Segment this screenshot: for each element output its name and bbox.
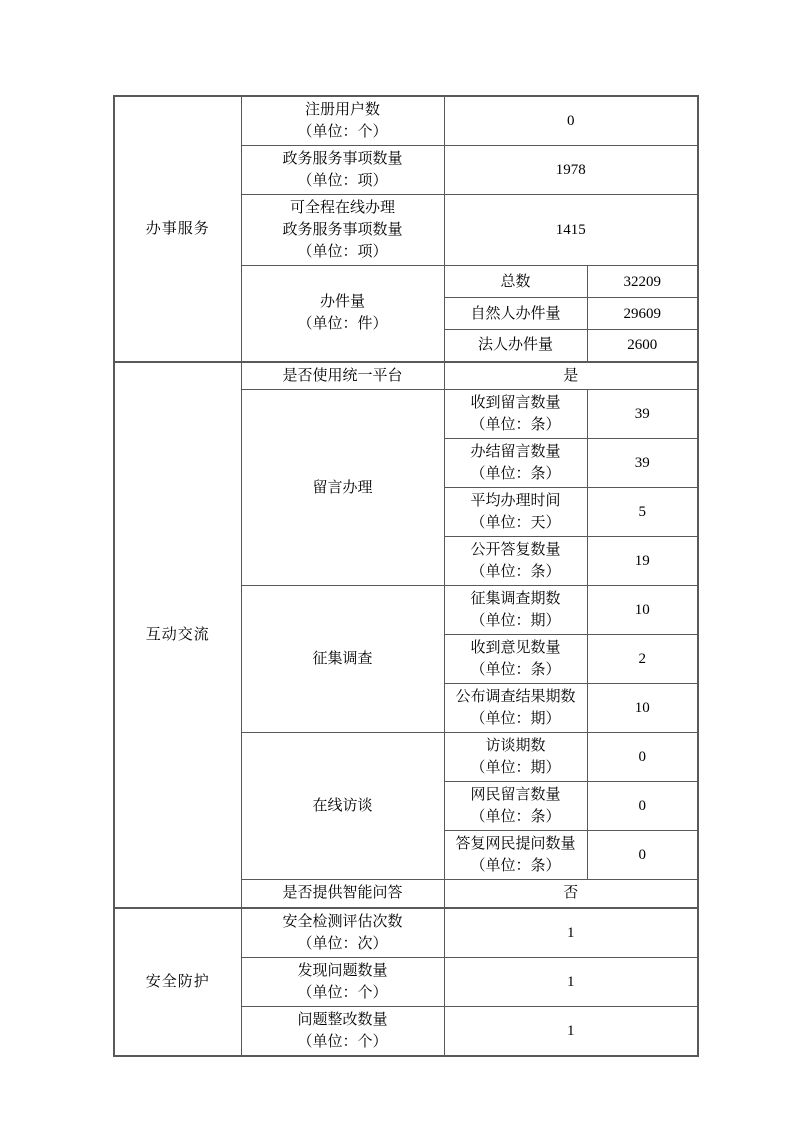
sub-indicator-value-cell [587, 733, 698, 782]
text-line: 自然人办件量 [470, 305, 561, 322]
cell-value: 10 [634, 700, 650, 716]
sub-indicator-value-cell [587, 635, 698, 684]
cell-value: 1 [567, 973, 575, 990]
sub-indicator-value-cell [587, 439, 698, 488]
text-line: 安全检测评估次数 [282, 913, 403, 930]
text-line: 问题整改数量 [297, 1011, 388, 1028]
text-line: （单位：条） [470, 417, 561, 433]
text-line: 在线访谈 [312, 798, 373, 814]
sub-indicator-label-cell [444, 537, 587, 586]
cell-value: 1 [567, 1022, 575, 1039]
cell-value: 10 [634, 602, 650, 618]
sub-indicator-value-cell [587, 586, 698, 635]
cell-value: 19 [634, 553, 650, 569]
sub-indicator-label-cell [444, 488, 587, 537]
table-row [114, 96, 698, 146]
sub-indicator-label-cell [444, 782, 587, 831]
cell-value: 2 [638, 651, 646, 667]
indicator-label-cell [241, 362, 444, 390]
text-line: 留言办理 [312, 479, 373, 496]
text-line: （单位：个） [297, 1033, 388, 1050]
group-cell [114, 96, 241, 362]
text-line: 发现问题数量 [297, 962, 388, 979]
text-line: （单位：期） [470, 613, 561, 629]
text-line: （单位：项） [297, 173, 388, 189]
text-line: （单位：条） [470, 662, 561, 678]
text-line: （单位：天） [470, 515, 561, 531]
cell-value: 1 [567, 924, 575, 941]
text-line: 收到留言数量 [470, 395, 561, 411]
cell-value: 0 [638, 749, 646, 765]
text-line: （单位：个） [297, 984, 388, 1001]
cell-value: 0 [638, 798, 646, 814]
sub-indicator-value-cell [587, 782, 698, 831]
text-line: （单位：期） [470, 760, 561, 776]
indicator-value-cell [444, 96, 698, 146]
cell-value: 0 [567, 113, 575, 129]
group-cell [114, 362, 241, 908]
cell-value: 5 [638, 504, 646, 520]
table-row [114, 362, 698, 390]
report-table [113, 95, 699, 1057]
table-row [114, 908, 698, 958]
indicator-label-cell [241, 96, 444, 146]
sub-indicator-label-cell [444, 733, 587, 782]
text-line: 网民留言数量 [470, 787, 561, 803]
text-line: 办件量 [319, 294, 365, 311]
cell-value: 0 [638, 847, 646, 863]
indicator-value-cell [444, 957, 698, 1006]
cell-value: 安全防护 [145, 973, 210, 990]
text-line: （单位：条） [470, 809, 561, 825]
indicator-label-cell [241, 733, 444, 880]
text-line: 公开答复数量 [470, 542, 561, 558]
group-cell [114, 908, 241, 1056]
sub-indicator-value-cell [587, 488, 698, 537]
indicator-value-cell [444, 362, 698, 390]
cell-value: 29609 [623, 305, 661, 322]
indicator-label-cell [241, 908, 444, 958]
text-line: 政务服务事项数量 [282, 151, 403, 167]
indicator-value-cell [444, 195, 698, 266]
text-line: （单位：件） [297, 316, 388, 333]
text-line: 总数 [500, 273, 531, 290]
indicator-label-cell [241, 390, 444, 586]
cell-value: 是 [563, 367, 579, 384]
indicator-label-cell [241, 586, 444, 733]
text-line: 可全程在线办理 [289, 200, 395, 216]
text-line: （单位：条） [470, 858, 561, 874]
text-line: 收到意见数量 [470, 640, 561, 656]
text-line: （单位：条） [470, 564, 561, 580]
indicator-value-cell [444, 146, 698, 195]
text-line: 注册用户数 [304, 102, 380, 118]
indicator-label-cell [241, 1006, 444, 1056]
cell-value: 2600 [627, 337, 658, 354]
sub-indicator-label-cell [444, 684, 587, 733]
indicator-value-cell [444, 880, 698, 908]
indicator-label-cell [241, 880, 444, 908]
sub-indicator-label-cell [444, 266, 587, 298]
indicator-label-cell [241, 195, 444, 266]
text-line: （单位：次） [297, 935, 388, 952]
report-table-body [114, 96, 698, 1056]
indicator-label-cell [241, 957, 444, 1006]
sub-indicator-label-cell [444, 330, 587, 362]
cell-value: 1415 [555, 222, 586, 238]
text-line: 公布调查结果期数 [455, 689, 576, 705]
indicator-value-cell [444, 908, 698, 958]
cell-value: 否 [563, 885, 579, 902]
cell-value: 办事服务 [145, 220, 210, 237]
sub-indicator-label-cell [444, 831, 587, 880]
sub-indicator-label-cell [444, 298, 587, 330]
text-line: 访谈期数 [485, 738, 546, 754]
cell-value: 互动交流 [145, 626, 210, 643]
sub-indicator-value-cell [587, 298, 698, 330]
indicator-label-cell [241, 266, 444, 362]
sub-indicator-label-cell [444, 439, 587, 488]
text-line: 是否提供智能问答 [282, 885, 403, 902]
sub-indicator-label-cell [444, 586, 587, 635]
text-line: 平均办理时间 [470, 493, 561, 509]
cell-value: 32209 [623, 273, 661, 290]
text-line: 征集调查期数 [470, 591, 561, 607]
sub-indicator-value-cell [587, 537, 698, 586]
sub-indicator-value-cell [587, 330, 698, 362]
text-line: 征集调查 [312, 651, 373, 667]
sub-indicator-label-cell [444, 390, 587, 439]
sub-indicator-value-cell [587, 684, 698, 733]
text-line: （单位：项） [297, 244, 388, 260]
text-line: 是否使用统一平台 [282, 367, 403, 384]
sub-indicator-label-cell [444, 635, 587, 684]
sub-indicator-value-cell [587, 266, 698, 298]
indicator-value-cell [444, 1006, 698, 1056]
sub-indicator-value-cell [587, 390, 698, 439]
indicator-label-cell [241, 146, 444, 195]
cell-value: 1978 [555, 162, 586, 178]
text-line: 法人办件量 [477, 337, 553, 354]
text-line: 办结留言数量 [470, 444, 561, 460]
text-line: （单位：期） [470, 711, 561, 727]
cell-value: 39 [634, 406, 650, 422]
text-line: （单位：个） [297, 124, 388, 140]
sub-indicator-value-cell [587, 831, 698, 880]
cell-value: 39 [634, 455, 650, 471]
text-line: （单位：条） [470, 466, 561, 482]
text-line: 答复网民提问数量 [455, 836, 576, 852]
text-line: 政务服务事项数量 [282, 222, 403, 238]
